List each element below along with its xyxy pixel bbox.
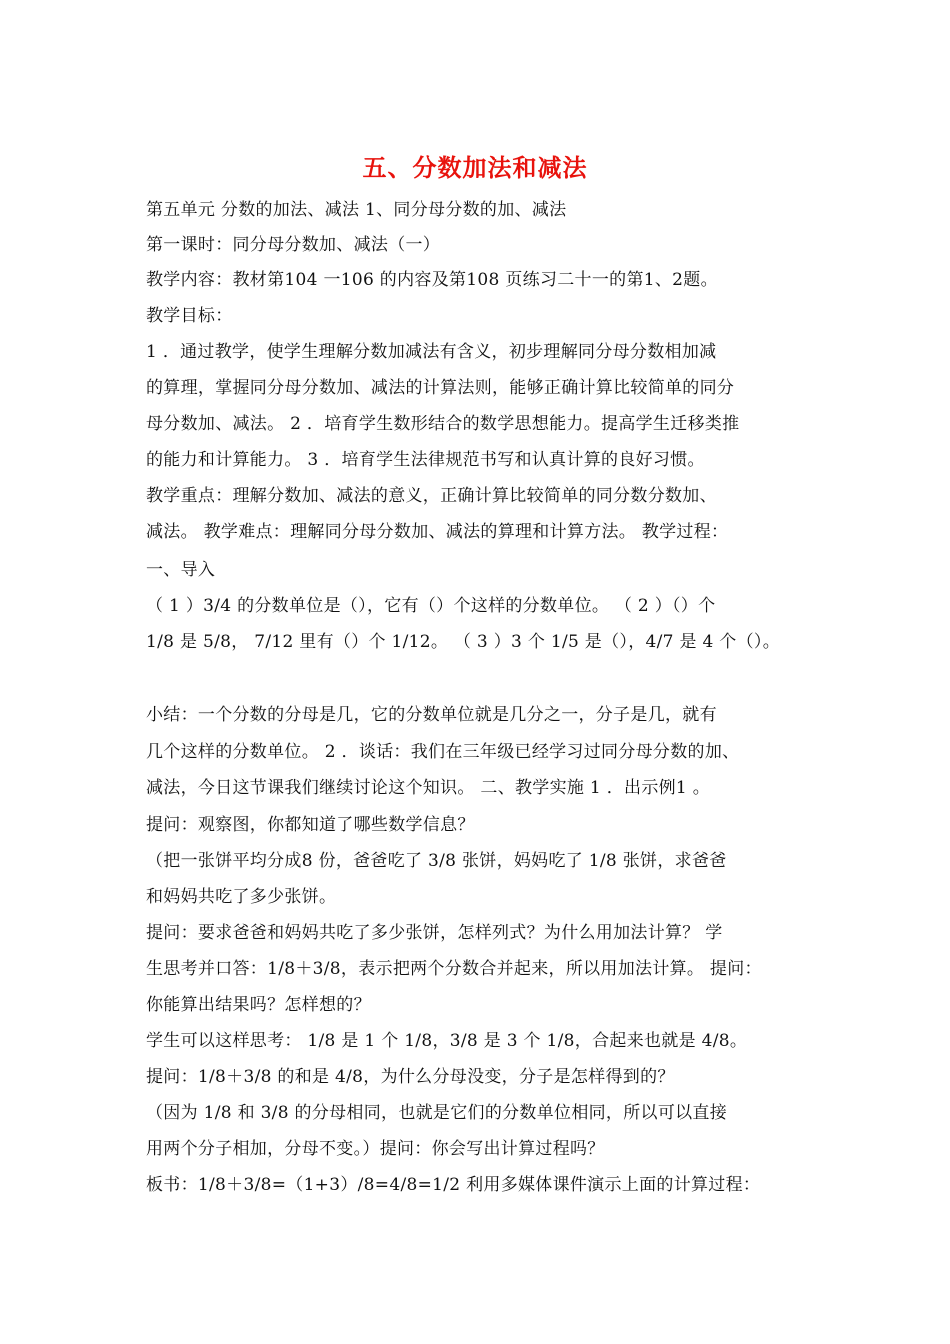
text-line: 母分数加、减法。 2 ．培育学生数形结合的数学思想能力。提高学生迁移类推: [146, 414, 740, 434]
text-line: 1/8 是 5/8， 7/12 里有（）个 1/12。 （ 3 ）3 个 1/5 是（），4/7 是 4 个（）。: [146, 632, 780, 652]
text-line: 一、导入: [146, 560, 216, 580]
text-line: 几个这样的分数单位。 2 ．谈话：我们在三年级已经学习过同分母分数的加、: [146, 742, 740, 762]
text-line: （把一张饼平均分成8 份，爸爸吃了 3/8 张饼，妈妈吃了 1/8 张饼，求爸爸: [146, 851, 727, 871]
text-line: 教学重点：理解分数加、减法的意义，正确计算比较简单的同分数分数加、: [146, 486, 717, 506]
text-line: 减法，今日这节课我们继续讨论这个知识。 二、教学实施 1 ．出示例1 。: [146, 778, 711, 798]
text-line: 板书：1/8＋3/8=（1+3）/8=4/8=1/2 利用多媒体课件演示上面的计算过程：: [146, 1175, 761, 1195]
text-line: （ 1 ）3/4 的分数单位是（），它有（）个这样的分数单位。 （ 2 ）（）个: [146, 596, 716, 616]
text-line: 用两个分子相加，分母不变。）提问：你会写出计算过程吗？: [146, 1139, 605, 1159]
text-line: 小结：一个分数的分母是几，它的分数单位就是几分之一，分子是几，就有: [146, 705, 717, 725]
text-line: 教学目标：: [146, 306, 233, 326]
text-line: 的算理，掌握同分母分数加、减法的计算法则，能够正确计算比较简单的同分: [146, 378, 735, 398]
text-line: 第五单元 分数的加法、减法 1、同分母分数的加、减法: [146, 200, 567, 220]
text-line: 生思考并口答：1/8＋3/8，表示把两个分数合并起来，所以用加法计算。 提问：: [146, 959, 762, 979]
text-line: 的能力和计算能力。 3 ．培育学生法律规范书写和认真计算的良好习惯。: [146, 450, 705, 470]
text-line: 1 ．通过教学，使学生理解分数加减法有含义，初步理解同分母分数相加减: [146, 342, 717, 362]
text-line: 提问：1/8＋3/8 的和是 4/8，为什么分母没变，分子是怎样得到的？: [146, 1067, 675, 1087]
text-line: 第一课时：同分母分数加、减法（一）: [146, 235, 441, 255]
text-line: 和妈妈共吃了多少张饼。: [146, 887, 337, 907]
text-line: 提问：要求爸爸和妈妈共吃了多少张饼，怎样列式？为什么用加法计算？ 学: [146, 923, 723, 943]
text-line: 提问：观察图，你都知道了哪些数学信息？: [146, 815, 475, 835]
text-line: （因为 1/8 和 3/8 的分母相同，也就是它们的分数单位相同，所以可以直接: [146, 1103, 728, 1123]
text-line: 你能算出结果吗？怎样想的？: [146, 995, 371, 1015]
page-title: 五、分数加法和减法: [362, 153, 588, 182]
text-line: 教学内容：教材第104 一106 的内容及第108 页练习二十一的第1、2题。: [146, 270, 718, 290]
text-line: 学生可以这样思考： 1/8 是 1 个 1/8，3/8 是 3 个 1/8，合起来也就是 4/8。: [146, 1031, 748, 1051]
text-line: 减法。 教学难点：理解同分母分数加、减法的算理和计算方法。 教学过程：: [146, 522, 729, 542]
